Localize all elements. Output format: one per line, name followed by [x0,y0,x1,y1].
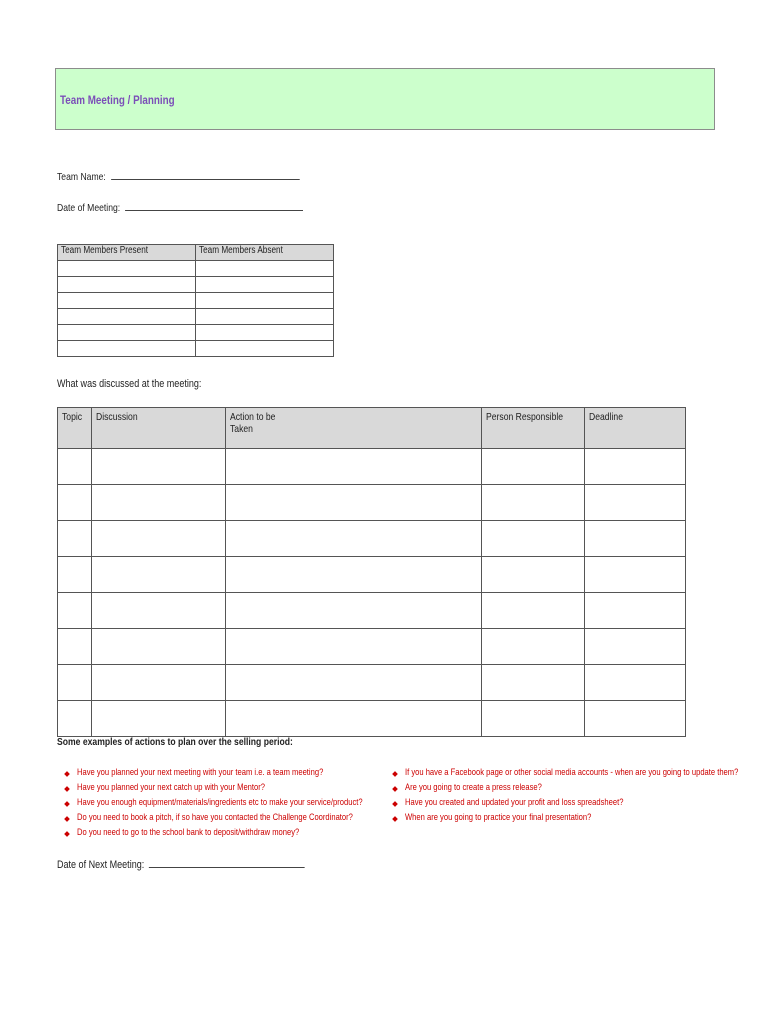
discussion-row [58,701,686,737]
discussion-cell[interactable] [91,629,225,665]
topic-cell[interactable] [58,485,92,521]
diamond-bullet-icon [64,771,70,777]
diamond-bullet-icon [64,801,70,807]
discussion-cell[interactable] [91,701,225,737]
person-cell[interactable] [481,485,584,521]
list-item: Are you going to create a press release? [390,782,770,797]
discussion-cell[interactable] [91,449,225,485]
topic-cell[interactable] [58,557,92,593]
absent-cell[interactable] [196,309,334,325]
date-of-meeting-label: Date of Meeting: [57,202,121,214]
examples-list-right [390,767,770,827]
team-name-blank[interactable] [111,178,300,180]
list-item: Have you planned your next catch up with your Mentor? [62,782,434,797]
list-item: Do you need to go to the school bank to deposit/withdraw money? [62,827,434,842]
discussion-table [57,407,686,737]
diamond-bullet-icon [64,831,70,837]
title-banner [55,68,715,130]
person-cell[interactable] [481,665,584,701]
discussion-cell[interactable] [91,593,225,629]
discussion-cell[interactable] [91,485,225,521]
present-cell[interactable] [58,309,196,325]
present-cell[interactable] [58,293,196,309]
next-meeting-field[interactable] [57,859,305,871]
topic-header: Topic [58,408,92,449]
topic-cell[interactable] [58,521,92,557]
absent-header: Team Members Absent [196,245,334,261]
discussion-row [58,521,686,557]
absent-cell[interactable] [196,293,334,309]
person-responsible-header: Person Responsible [481,408,584,449]
list-item: Do you need to book a pitch, if so have you contacted the Challenge Coordinator? [62,812,434,827]
discussion-cell[interactable] [91,521,225,557]
diamond-bullet-icon [392,771,398,777]
person-cell[interactable] [481,449,584,485]
attendance-row [58,309,334,325]
action-header: Action to be Taken [225,408,481,449]
attendance-row [58,293,334,309]
discussion-cell[interactable] [91,557,225,593]
absent-cell[interactable] [196,341,334,357]
action-cell[interactable] [225,485,481,521]
present-cell[interactable] [58,277,196,293]
attendance-row [58,277,334,293]
list-item: Have you planned your next meeting with your team i.e. a team meeting? [62,767,434,782]
date-of-meeting-blank[interactable] [125,209,303,211]
next-meeting-label: Date of Next Meeting: [57,859,145,871]
discussed-label: What was discussed at the meeting: [57,378,202,390]
list-item: Have you enough equipment/materials/ingredients etc to make your service/product? [62,797,434,812]
present-cell[interactable] [58,325,196,341]
action-cell[interactable] [225,593,481,629]
person-cell[interactable] [481,593,584,629]
action-cell[interactable] [225,629,481,665]
diamond-bullet-icon [64,786,70,792]
person-cell[interactable] [481,521,584,557]
present-header: Team Members Present [58,245,196,261]
page-title: Team Meeting / Planning [60,93,175,107]
topic-cell[interactable] [58,449,92,485]
list-item: If you have a Facebook page or other social media accounts - when are you going to update them? [390,767,770,782]
discussion-header: Discussion [91,408,225,449]
present-cell[interactable] [58,261,196,277]
discussion-row [58,665,686,701]
team-name-field[interactable] [57,171,299,183]
absent-cell[interactable] [196,261,334,277]
discussion-header-row [58,408,686,449]
next-meeting-blank[interactable] [149,866,305,868]
discussion-row [58,593,686,629]
person-cell[interactable] [481,629,584,665]
discussion-row [58,557,686,593]
deadline-cell[interactable] [584,521,686,557]
date-of-meeting-field[interactable] [57,202,303,214]
deadline-cell[interactable] [584,665,686,701]
absent-cell[interactable] [196,325,334,341]
discussion-row [58,485,686,521]
examples-title: Some examples of actions to plan over the selling period: [57,736,293,748]
diamond-bullet-icon [392,816,398,822]
absent-cell[interactable] [196,277,334,293]
action-cell[interactable] [225,449,481,485]
person-cell[interactable] [481,557,584,593]
discussion-cell[interactable] [91,665,225,701]
action-cell[interactable] [225,665,481,701]
examples-list-left [62,767,434,842]
action-cell[interactable] [225,521,481,557]
action-cell[interactable] [225,557,481,593]
topic-cell[interactable] [58,701,92,737]
discussion-row [58,449,686,485]
deadline-cell[interactable] [584,557,686,593]
deadline-cell[interactable] [584,701,686,737]
attendance-table [57,244,334,357]
list-item: When are you going to practice your final presentation? [390,812,770,827]
deadline-header: Deadline [584,408,686,449]
topic-cell[interactable] [58,665,92,701]
diamond-bullet-icon [392,786,398,792]
deadline-cell[interactable] [584,485,686,521]
topic-cell[interactable] [58,629,92,665]
attendance-row [58,261,334,277]
team-name-label: Team Name: [57,171,106,183]
discussion-row [58,629,686,665]
deadline-cell[interactable] [584,449,686,485]
attendance-row [58,325,334,341]
deadline-cell[interactable] [584,629,686,665]
action-cell[interactable] [225,701,481,737]
attendance-header-row [58,245,334,261]
list-item: Have you created and updated your profit and loss spreadsheet? [390,797,770,812]
present-cell[interactable] [58,341,196,357]
diamond-bullet-icon [392,801,398,807]
deadline-cell[interactable] [584,593,686,629]
attendance-row [58,341,334,357]
topic-cell[interactable] [58,593,92,629]
person-cell[interactable] [481,701,584,737]
diamond-bullet-icon [64,816,70,822]
